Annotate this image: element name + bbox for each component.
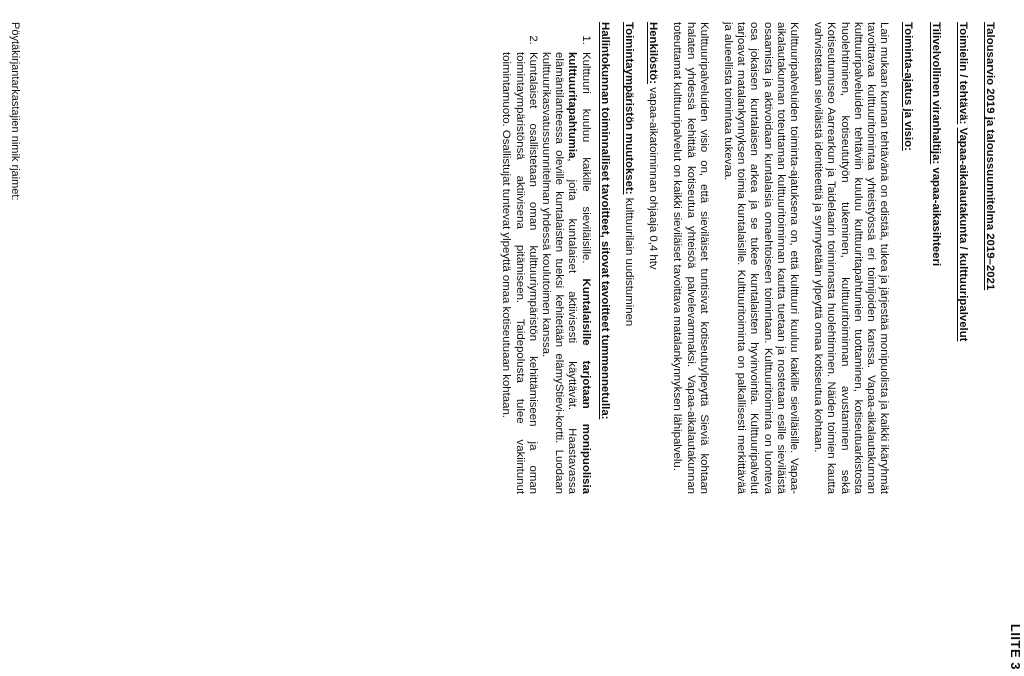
goal-2-lead: Kuntalaiset osallistetaan oman kulttuuriympäristön kehittämiseen ja oman toimintaympäristönsä aktiivisena pitämiseen. Taidepolusta tulee vakiintunut toimintamuoto. Osallistujat tuntevat ylpeyttä omaa kotiseutuaan kohtaan. [500,52,539,494]
official-row [928,22,941,494]
official-row-label: Tilivelvollinen viranhaltija: [929,22,942,165]
body-row [956,22,969,494]
goals-list [499,22,591,494]
changes-row [622,22,635,494]
mission-paragraph-2: Kulttuuripalveluiden toiminta-ajatuksena on, että kulttuuri kuuluu kaikille sieviläisille. Vapaa-aikalautakunnan toteuttaman kulttuuritoiminnan kautta tuetaan ja nostetaan esille sieviläistä osaamista ja aktivoidaan kuntalaisia omaehtoiseen toimintaan. Kulttuuritoiminta on luonteva osa jokaisen kuntalaisen arkea ja se tukee kuntalaisten hyvinvointia. Kulttuuripalvelut tarjoavat matalankynnyksen toimia kuntalaisille. Kulttuuritoiminta on palkallisesti merkittävää ja alueellista toimintaa tukevaa. [721,22,800,494]
goal-1-bold: Kuntalaisille tarjotaan monipuolisia kulttuuritapahtumia [566,52,592,494]
mission-heading: Toiminta-ajatus ja visio: [902,22,915,151]
body-row-label: Toimielin / tehtävä: [956,22,969,125]
changes-label: Toimintaympäristön muutokset: [622,22,635,195]
staff-label: Henkilöstö: [647,22,660,85]
goals-heading: Hallintokunnan toiminnalliset tavoitteet, sitovat tavoitteet tummennetulla: [598,22,611,420]
document-body [499,22,996,494]
body-row-value: Vapaa-aikalautakunta / kulttuuripalvelut [956,127,969,342]
document-title: Talousarvio 2019 ja taloussuunnitelma 2019–2021 [984,22,996,291]
staff-value: vapaa-aikatoiminnan ohjaaja 0,4 htv [647,87,660,270]
footer-initials-line: Pöytäkirjantarkastajien nimik rjaimet: [9,22,22,201]
goal-1-lead: Kulttuuri kuuluu kaikille sieviläisille. [579,52,592,279]
goal-item [499,48,539,494]
official-row-value: vapaa-aikasihteeri [929,167,942,267]
attachment-label: LIITE 3 [1008,623,1023,670]
changes-value: kulttuurilain uudistuminen [622,197,635,327]
goal-item [539,48,592,494]
staff-row [646,22,659,494]
mission-paragraph-3: Kulttuuripalveluiden visio on, että sieviläiset tuntisivat kotiseutuylpeyttä Sieviä kohtaan halaten yhdessä kehittää kotiseutua yhteisöä palvelevammaksi. Vapaa-aikalautakunnan toteuttamat kulttuuripalvelut on kaikki sieviläiset tavoittava matalankynnyksen lähipalvelu. [671,22,710,494]
mission-paragraph-1: Lain mukaan kunnan tehtävänä on edistää, tukea ja järjestää monipuolista ja kaikki ikäryhmät tavoittavaa kulttuuritoimintaa yhteistyössä eri toimijoiden kanssa. Vapaa-aikalautakunnan kulttuuripalveluiden tehtäviin kuuluu kulttuuritapahtumien tuottaminen, kotiseutuarkistosta huolehtiminen, kotiseututyön tukeminen, kulttuuritoiminnan avustaminen sekä Kotiseutumuseo Aarrearkun ja Taidelaarin toiminnasta huolehtiminen. Näiden toimien kautta vahvistetaan sieviläistä identiteettiä ja synnytetään ylpeyttä omaa kotiseutua kohtaan. [812,22,891,494]
goal-1-rest: , joita kuntalaiset aktiivisesti käyttävät. Haastavassa elämäntilanteessa oleville kuntalaisten tueksi kehitetään elämyStievi-kortti. Luodaan kulttuurikasvatussuunnitelman yhdessä koulutoimen kanssa. [539,52,579,494]
